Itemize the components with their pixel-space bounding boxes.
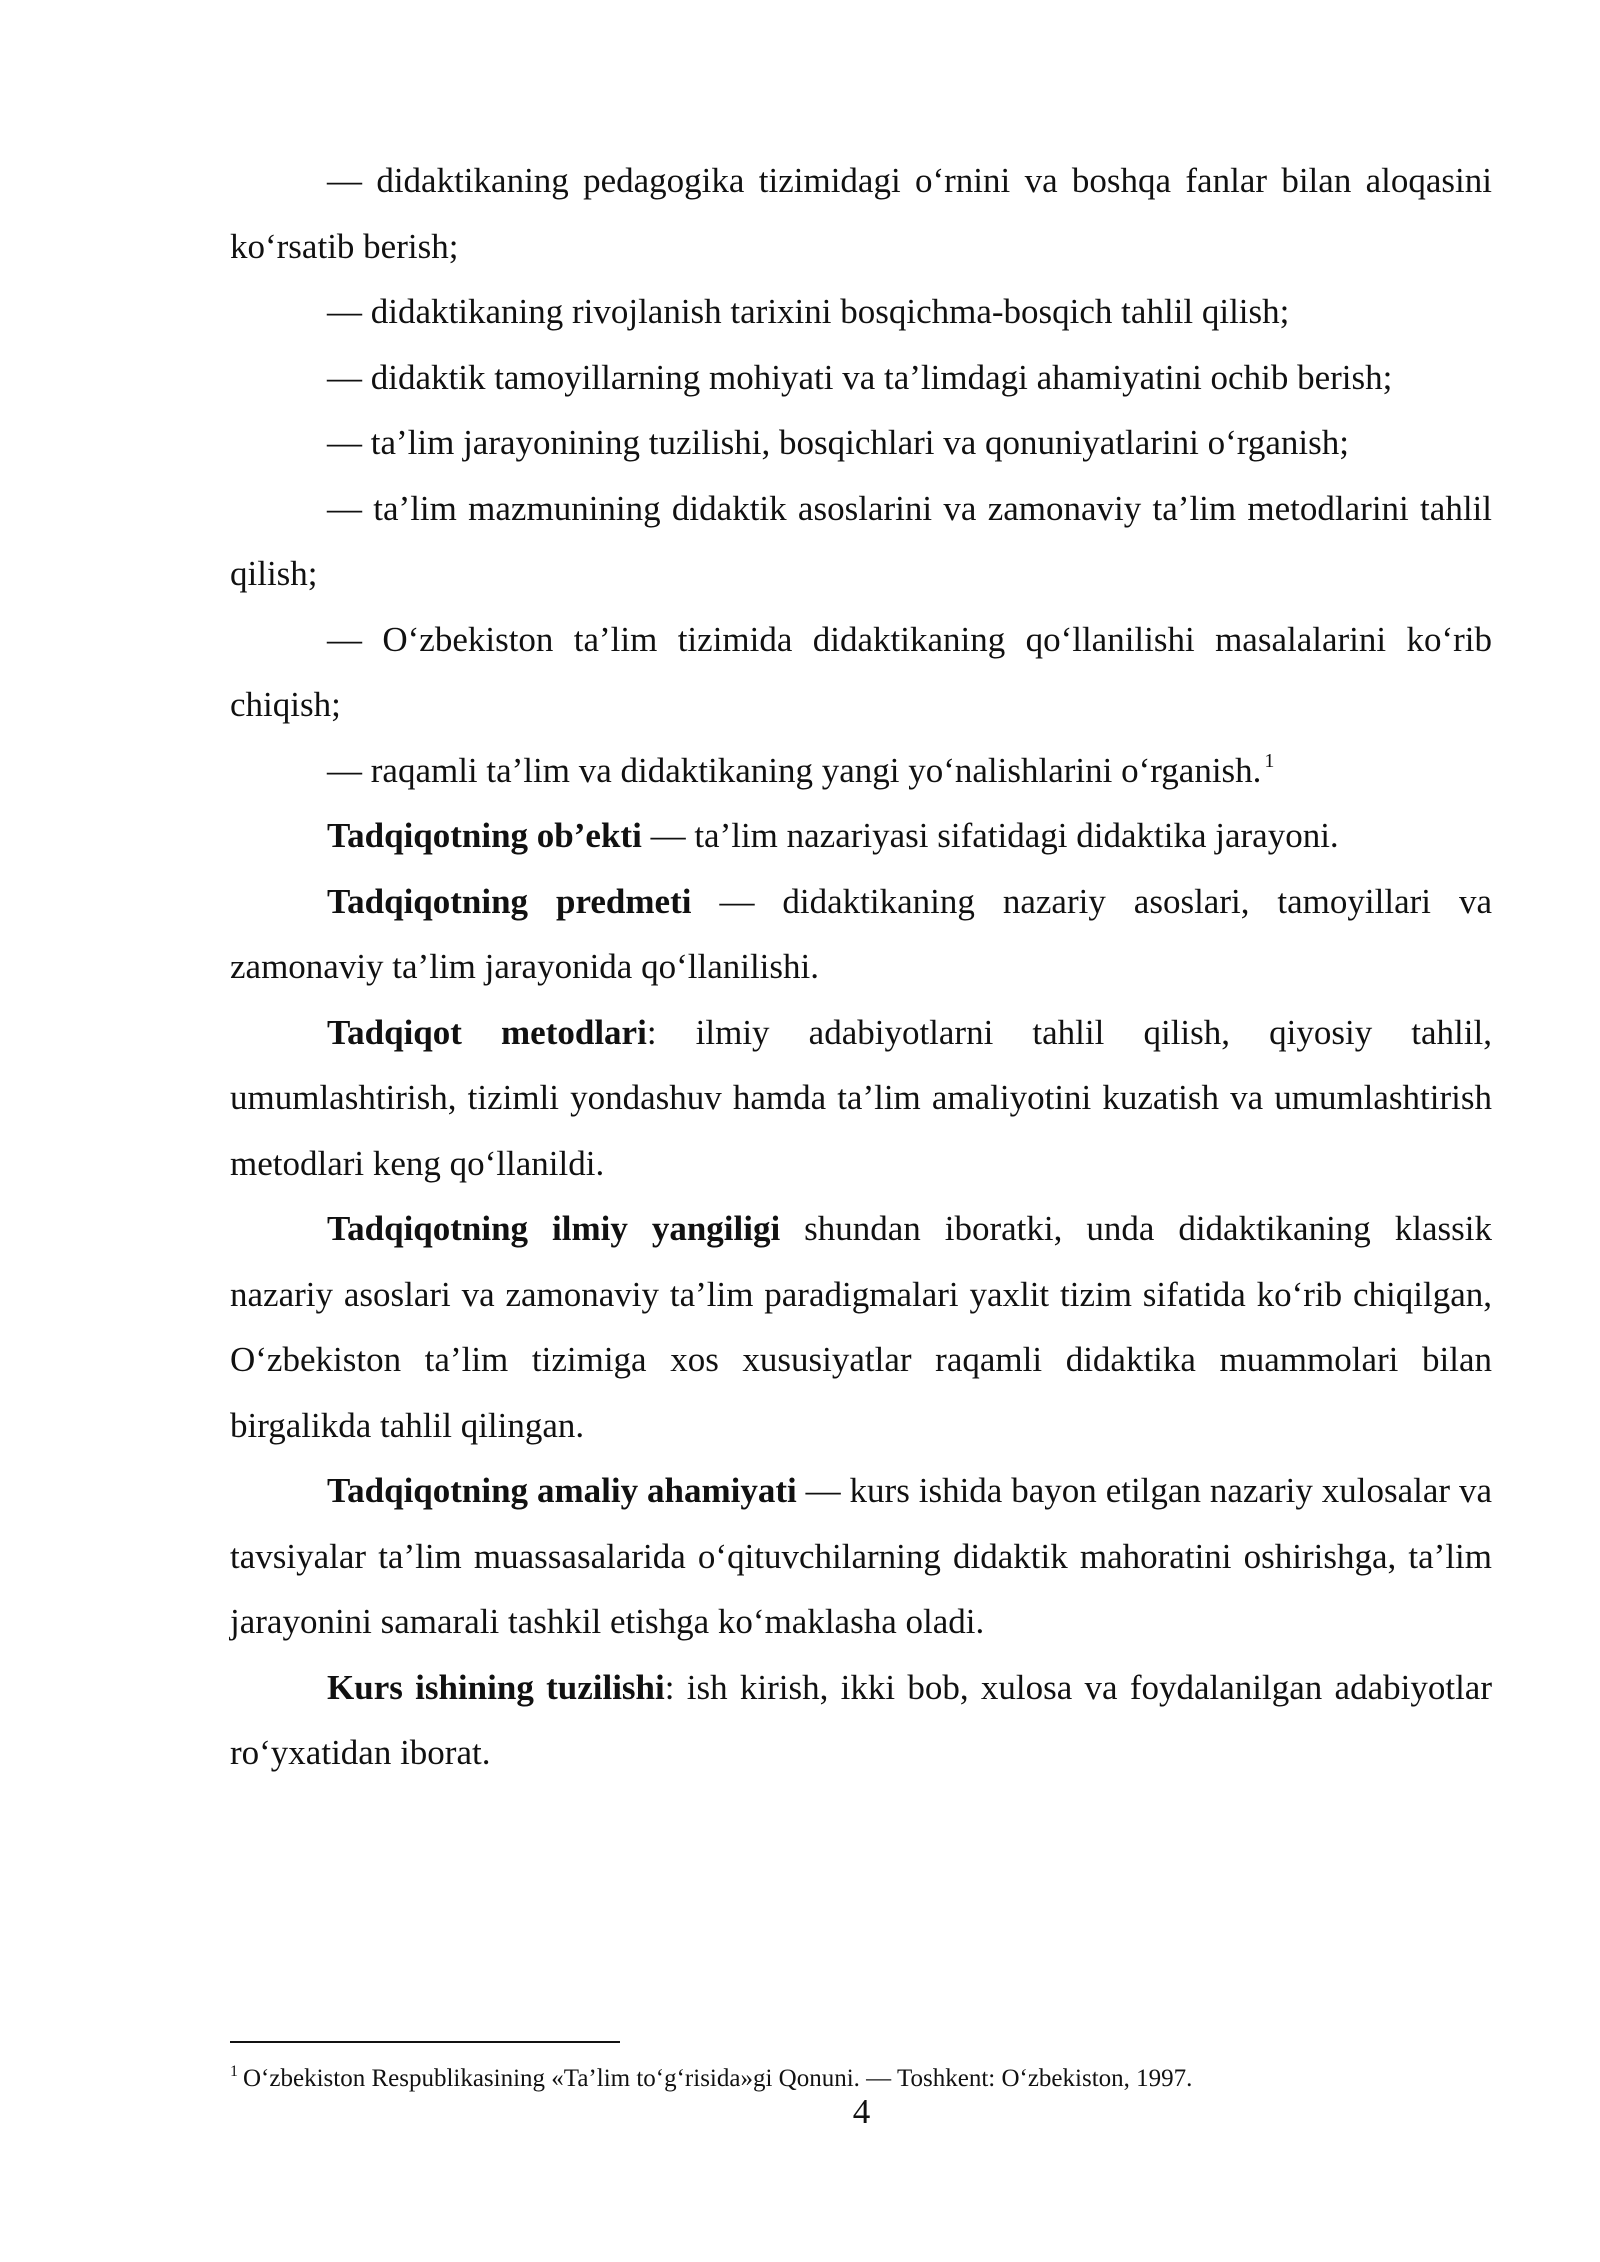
task-text: — ta’lim jarayonining tuzilishi, bosqichlari va qonuniyatlarini o‘rganish; — [327, 423, 1349, 462]
scientific-novelty-paragraph — [230, 1196, 1492, 1458]
research-methods-label: Tadqiqot metodlari — [327, 1012, 647, 1052]
practical-significance-label: Tadqiqotning amaliy ahamiyati — [327, 1471, 797, 1510]
page-body — [230, 148, 1492, 1786]
work-structure-text: : ish kirish, ikki bob, xulosa va foydalanilgan adabiyotlar ro‘yxatidan iborat. — [230, 1667, 1492, 1772]
research-methods-paragraph — [230, 1000, 1492, 1197]
research-subject-label: Tadqiqotning predmeti — [327, 881, 692, 921]
scientific-novelty-text: shundan iboratki, unda didaktikaning klassik nazariy asoslari va zamonaviy ta’lim paradigmalari yaxlit tizim sifatida ko‘rib chiqilgan, O‘zbekiston ta’lim tizimiga xos xususiyatlar raqamli didaktika muammolari bilan birgalikda tahlil qilingan. — [230, 1209, 1492, 1445]
task-item — [230, 476, 1492, 607]
research-object-label: Tadqiqotning ob’ekti — [327, 816, 642, 855]
research-object-text: — ta’lim nazariyasi sifatidagi didaktika jarayoni. — [641, 816, 1339, 855]
footnote-text: O‘zbekiston Respublikasining «Ta’lim to‘g‘risida»gi Qonuni. — Toshkent: O‘zbekiston, 1997. — [243, 2065, 1193, 2092]
task-item — [230, 607, 1492, 738]
footnote-mark: 1 — [230, 2063, 238, 2080]
scientific-novelty-label: Tadqiqotning ilmiy yangiligi — [327, 1209, 781, 1248]
footnote-separator — [230, 2041, 620, 2043]
task-item — [230, 410, 1492, 476]
research-methods-text: : ilmiy adabiyotlarni tahlil qilish, qiyosiy tahlil, umumlashtirish, tizimli yondashuv hamda ta’lim amaliyotini kuzatish va umumlashtirish metodlari keng qo‘llanildi. — [230, 1012, 1492, 1183]
practical-significance-paragraph — [230, 1458, 1492, 1655]
task-item — [230, 738, 1492, 804]
research-subject-text: — didaktikaning nazariy asoslari, tamoyillari va zamonaviy ta’lim jarayonida qo‘llanilishi. — [230, 881, 1492, 986]
task-text: — O‘zbekiston ta’lim tizimida didaktikaning qo‘llanilishi masalalarini ko‘rib chiqish; — [230, 619, 1492, 724]
research-subject-paragraph — [230, 869, 1492, 1000]
page-number: 4 — [852, 2092, 871, 2131]
practical-significance-text: — kurs ishida bayon etilgan nazariy xulosalar va tavsiyalar ta’lim muassasalarida o‘qituvchilarning didaktik mahoratini oshirishga, ta’lim jarayonini samarali tashkil etishga ko‘maklasha oladi. — [230, 1471, 1492, 1641]
task-text: — raqamli ta’lim va didaktikaning yangi yo‘nalishlarini o‘rganish. — [327, 750, 1262, 790]
task-text: — ta’lim mazmunining didaktik asoslarini va zamonaviy ta’lim metodlarini tahlil qilish; — [230, 488, 1492, 593]
work-structure-paragraph — [230, 1655, 1492, 1786]
research-object-paragraph — [230, 803, 1492, 869]
work-structure-label: Kurs ishining tuzilishi — [327, 1667, 665, 1707]
task-item — [230, 345, 1492, 411]
task-text: — didaktik tamoyillarning mohiyati va ta’limdagi ahamiyatini ochib berish; — [327, 357, 1393, 397]
task-item — [230, 148, 1492, 279]
task-text: — didaktikaning pedagogika tizimidagi o‘rnini va boshqa fanlar bilan aloqasini ko‘rsatib berish; — [230, 161, 1492, 266]
task-text: — didaktikaning rivojlanish tarixini bosqichma-bosqich tahlil qilish; — [327, 292, 1290, 331]
task-item — [230, 279, 1492, 345]
footnote-reference[interactable]: 1 — [1264, 749, 1275, 772]
